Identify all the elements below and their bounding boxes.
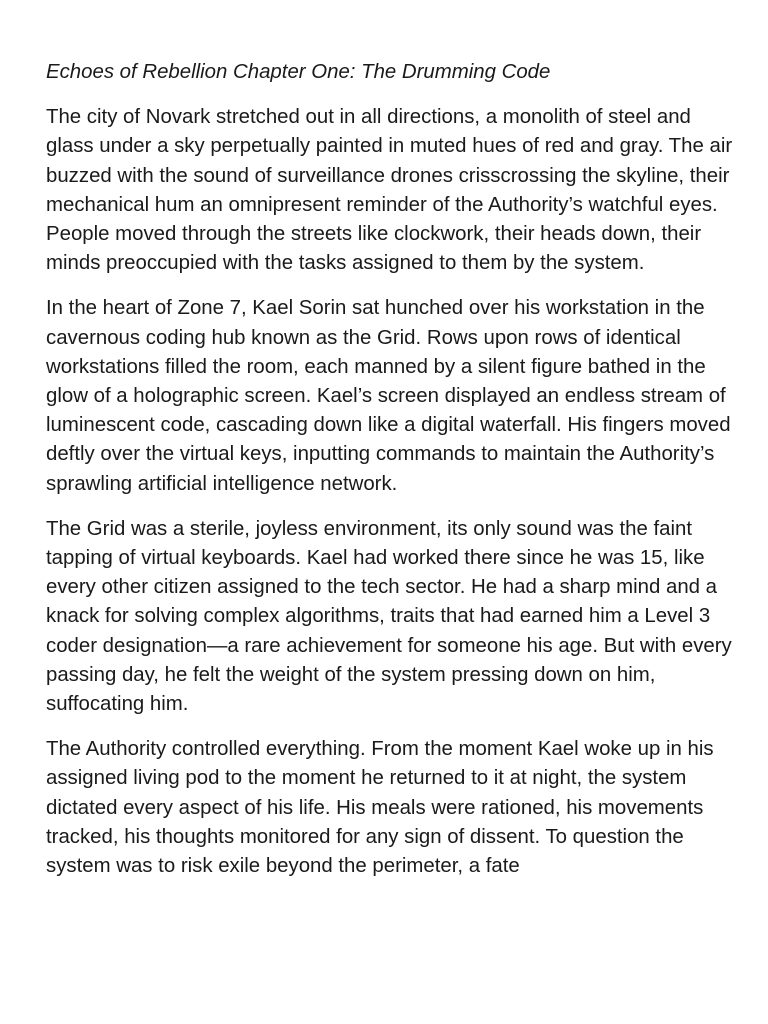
paragraph-2: In the heart of Zone 7, Kael Sorin sat hunched over his workstation in the cavernous coding hub known as the Grid. Rows upon rows of identical workstations filled the room, each manned by a silent figure bathed in the glow of a holographic screen. Kael’s screen displayed an endless stream of luminescent code, cascading down like a digital waterfall. His fingers moved deftly over the virtual keys, inputting commands to maintain the Authority’s sprawling artificial intelligence network. [46,297,731,495]
chapter-title: Echoes of Rebellion Chapter One: The Drumming Code [46,61,551,83]
paragraph-1: The city of Novark stretched out in all directions, a monolith of steel and glass under a sky perpetually painted in muted hues of red and gray. The air buzzed with the sound of surveillance drones crisscrossing the skyline, their mechanical hum an omnipresent reminder of the Authority’s watchful eyes. People moved through the streets like clockwork, their heads down, their minds preoccupied with the tasks assigned to them by the system. [46,106,733,275]
paragraph-4: The Authority controlled everything. From the moment Kael woke up in his assigned living pod to the moment he returned to it at night, the system dictated every aspect of his life. His meals were rationed, his movements tracked, his thoughts monitored for any sign of dissent. To question the system was to risk exile beyond the perimeter, a fate [46,738,714,878]
paragraph-3: The Grid was a sterile, joyless environment, its only sound was the faint tapping of virtual keyboards. Kael had worked there since he was 15, like every other citizen assigned to the tech sector. He had a sharp mind and a knack for solving complex algorithms, traits that had earned him a Level 3 coder designation—a rare achievement for someone his age. But with every passing day, he felt the weight of the system pressing down on him, suffocating him. [46,517,732,716]
document-page [46,58,736,897]
